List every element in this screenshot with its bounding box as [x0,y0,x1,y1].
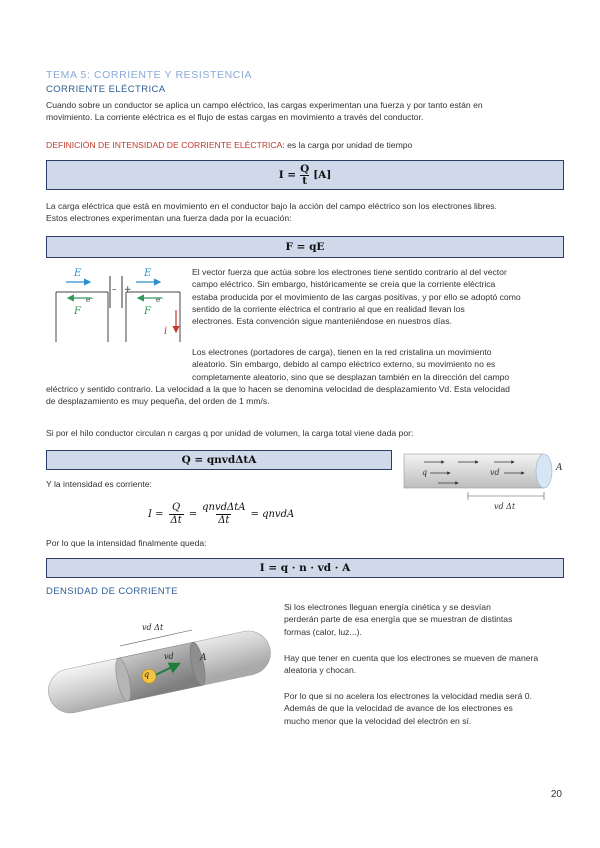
length-label: vd Δt [494,502,516,511]
plus-sign: + [124,285,132,295]
para3-line-4: sentido de la corriente eléctrica el contrario al que en realidad llevan los [192,303,465,314]
particle-q-label: q [144,670,150,679]
formula4-text: I = q · n · vd · A [259,562,351,574]
drift-paragraph-bottom [46,383,562,408]
formula1-fraction [300,164,309,187]
para4-line-2: aleatorio. Sin embargo, debido al campo eléctrico externo, su movimiento no es [192,359,496,370]
para3-line-5: electrones. Esta convención sigue manteniéndose en nuestros días. [192,316,452,327]
charge-paragraph: Si por el hilo conductor circulan n cargas q por unidad de volumen, la carga total viene dada por: [46,428,414,438]
para8-line-3: formas (calor, luz...). [284,626,362,637]
para4-line-4: eléctrico y sentido contrario. La velocidad a la que lo hacen se denomina velocidad de desplazamiento Vd. Esta velocidad [46,384,510,394]
para3-line-1: El vector fuerza que actúa sobre los electrones tiene sentido contrario al del vector [192,267,507,277]
para2-line-2: Estos electrones experimentan una fuerza dada por la ecuación: [46,213,292,224]
para9-line-2: aleatoria y chocan. [284,665,357,676]
energy-paragraph [284,601,562,638]
para4-line-5: de desplazamiento es muy pequeña, del orden de 1 mm/s. [46,396,270,407]
drift-paragraph-top [192,346,562,383]
current-label: i [164,326,168,337]
intro-paragraph [46,99,562,124]
para10-line-1: Por lo que si no acelera los electrones la velocidad media será 0. [284,691,532,701]
segment-length-line [120,630,192,646]
convention-paragraph [192,266,562,327]
electric-field-diagram [52,262,184,342]
force-paragraph [46,200,562,225]
para8-line-1: Si los electrones lleguan energía cinética y se desvían [284,602,491,612]
e-field-label-left: E [74,268,82,279]
definition-rest: : es la carga por unidad de tiempo [282,140,413,150]
para4-line-1: Los electrones (portadores de carga), tienen en la red cristalina un movimiento [192,347,492,357]
para4-line-3: completamente aleatorio, sino que se desplazan también en la dirección del campo [192,371,510,382]
f-label-right: F [144,306,151,317]
formula-box-intensity [46,160,564,190]
conductor-3d-diagram [42,600,276,724]
cylinder-end [536,454,552,488]
para10-line-3: mucho menor que la velocidad del electrón en sí. [284,715,472,726]
vd-label: vd [164,652,174,661]
formula1-lhs: I = [278,169,297,181]
para3-line-3: estaba producida por el movimiento de las cargas positivas, y por ello se adoptó como [192,291,521,302]
formula2-text: F = qE [285,241,325,253]
final-intensity-intro: Por lo que la intensidad finalmente queda: [46,538,207,548]
formula1-num: Q [300,162,310,175]
para8-line-2: perderán parte de esa energía que se muestran de distintas [284,614,513,625]
intro-line-1: Cuando sobre un conductor se aplica un campo eléctrico, las cargas experimentan una fuerza y por tanto están en [46,100,483,110]
para10-line-2: Además de que la velocidad de avance de los electrones es [284,703,513,714]
para2-line-1: La carga eléctrica que está en movimiento en el conductor bajo la acción del campo eléctrico son los electrones libres. [46,201,497,211]
topic-title: TEMA 5: CORRIENTE Y RESISTENCIA [46,69,253,81]
intro-line-2: movimiento. La corriente eléctrica es el flujo de estas cargas en movimiento a través del conductor. [46,112,424,123]
derivation-fraction-1 [169,502,184,527]
para9-line-1: Hay que tener en cuenta que los electrones se mueven de manera [284,653,539,663]
derivation-rhs: = qnvdA [250,508,295,520]
para3-line-2: campo eléctrico. Sin embargo, históricamente se creía que la corriente eléctrica [192,279,496,290]
derivation-frac2-den: Δt [218,514,230,526]
intensity-intro: Y la intensidad es corriente: [46,479,152,489]
electron-label-right: e⁻ [156,296,164,304]
segment-length-label: vd Δt [142,623,164,632]
derivation-lhs: I = [148,508,164,520]
derivation-frac1-den: Δt [170,514,182,526]
definition-term: DEFINICIÓN DE INTENSIDAD DE CORRIENTE ELÉCTRICA [46,140,283,150]
derivation-frac1-num: Q [172,501,181,513]
cylinder-charge-diagram [398,448,564,514]
formula-box-charge [46,450,392,470]
intensity-derivation: I = $\frac{Q}{\Delta t}$ = qnvdΔtA Δt = qnvdA [148,501,295,526]
electron-label-left: e⁻ [86,296,94,304]
derivation-frac2-num: qnvdΔtA [202,501,246,513]
definition-line [46,139,562,151]
drift-velocity-label: vd [490,468,500,477]
charge-q-label: q [422,468,428,477]
right-wire-segment [126,292,180,342]
area-a-label: A [200,653,207,663]
formula3-text: Q = qnvdΔtA [181,454,257,466]
derivation-fraction-2 [202,502,245,527]
section-title-corriente: CORRIENTE ELÉCTRICA [46,84,166,95]
f-label-left: F [74,306,81,317]
formula-box-force [46,236,564,258]
page-number: 20 [550,789,562,800]
average-velocity-paragraph [284,690,562,727]
left-wire-segment [56,292,108,342]
area-label: A [556,463,563,473]
random-motion-paragraph [284,652,562,677]
section-title-densidad: DENSIDAD DE CORRIENTE [46,586,178,597]
minus-sign: – [112,285,117,295]
formula-box-intensity-final [46,558,564,578]
e-field-label-right: E [144,268,152,279]
formula1-unit: [A] [313,169,332,181]
formula1-den: t [302,174,308,187]
